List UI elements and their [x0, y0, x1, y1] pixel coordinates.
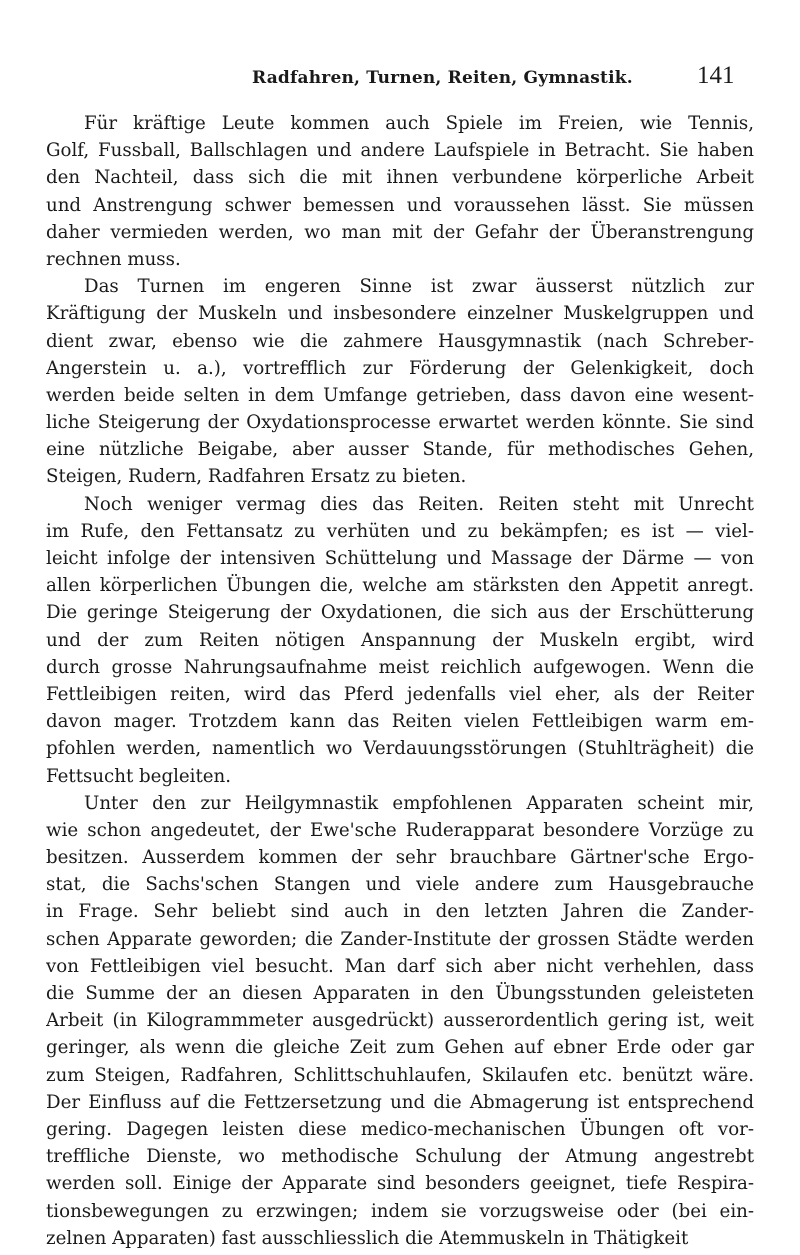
text-line: Für kräftige Leute kommen auch Spiele im Freien, wie Tennis,	[84, 113, 754, 134]
text-line: Das Turnen im engeren Sinne ist zwar äusserst nützlich zur	[84, 276, 754, 298]
text-line: schen Apparate geworden; die Zander-Institute der grossen Städte werden	[46, 928, 754, 950]
text-line: durch grosse Nahrungsaufnahme meist reichlich aufgewogen. Wenn die	[46, 656, 754, 678]
text-line: in Frage. Sehr beliebt sind auch in den letzten Jahren die Zander-	[46, 901, 754, 923]
text-line: rechnen muss.	[46, 248, 181, 270]
text-line: allen körperlichen Übungen die, welche am stärksten den Appetit anregt.	[46, 575, 754, 597]
text-line: Fettleibigen reiten, wird das Pferd jedenfalls viel eher, als der Reiter	[46, 683, 754, 705]
text-line: Die geringe Steigerung der Oxydationen, die sich aus der Erschütterung	[46, 602, 754, 624]
running-head: Radfahren, Turnen, Reiten, Gymnastik.	[252, 68, 633, 88]
page-number: 141	[697, 62, 735, 89]
text-line: und der zum Reiten nötigen Anspannung der Muskeln ergibt, wird	[46, 629, 754, 651]
text-line: davon mager. Trotzdem kann das Reiten vielen Fettleibigen warm em-	[46, 711, 754, 733]
text-line: Arbeit (in Kilogrammmeter ausgedrückt) ausserordentlich gering ist, weit	[46, 1010, 754, 1032]
text-line: leicht infolge der intensiven Schüttelung und Massage der Därme — von	[46, 548, 754, 569]
text-line: werden beide selten in dem Umfange getrieben, dass davon eine wesent-	[46, 384, 754, 406]
text-line: Der Einfluss auf die Fettzersetzung und die Abmagerung ist entsprechend	[46, 1091, 754, 1113]
text-line: von Fettleibigen viel besucht. Man darf sich aber nicht verhehlen, dass	[46, 955, 754, 977]
text-line: und Anstrengung schwer bemessen und voraussehen lässt. Sie müssen	[46, 194, 754, 216]
text-line: Golf, Fussball, Ballschlagen und andere Laufspiele in Betracht. Sie haben	[46, 140, 754, 162]
text-line: geringer, als wenn die gleiche Zeit zum Gehen auf ebner Erde oder gar	[46, 1037, 754, 1059]
text-line: Steigen, Rudern, Radfahren Ersatz zu bieten.	[46, 466, 467, 488]
text-line: Noch weniger vermag dies das Reiten. Reiten steht mit Unrecht	[84, 493, 754, 515]
text-line: zelnen Apparaten) fast ausschliesslich die Atemmuskeln in Thätigkeit	[46, 1227, 689, 1249]
text-line: Angerstein u. a.), vortrefflich zur Förderung der Gelenkigkeit, doch	[46, 357, 754, 379]
text-line: Fettsucht begleiten.	[46, 765, 232, 787]
text-line: werden soll. Einige der Apparate sind besonders geeignet, tiefe Respira-	[46, 1173, 754, 1195]
text-line: dient zwar, ebenso wie die zahmere Hausgymnastik (nach Schreber-	[46, 330, 754, 352]
text-line: treffliche Dienste, wo methodische Schulung der Atmung angestrebt	[46, 1146, 754, 1168]
text-line: stat, die Sachs'schen Stangen und viele andere zum Hausgebrauche	[46, 874, 754, 896]
text-line: zum Steigen, Radfahren, Schlittschuhlaufen, Skilaufen etc. benützt wäre.	[46, 1064, 754, 1086]
text-line: daher vermieden werden, wo man mit der Gefahr der Überanstrengung	[46, 221, 754, 243]
text-line: Kräftigung der Muskeln und insbesondere einzelner Muskelgruppen und	[46, 303, 754, 325]
text-line: besitzen. Ausserdem kommen der sehr brauchbare Gärtner'sche Ergo-	[46, 847, 754, 869]
text-line: gering. Dagegen leisten diese medico-mechanischen Übungen oft vor-	[46, 1118, 754, 1140]
text-line: die Summe der an diesen Apparaten in den Übungsstunden geleisteten	[46, 983, 754, 1004]
text-line: Unter den zur Heilgymnastik empfohlenen Apparaten scheint mir,	[84, 792, 754, 814]
text-line: wie schon angedeutet, der Ewe'sche Ruderapparat besondere Vorzüge zu	[46, 819, 754, 841]
body-text	[46, 110, 754, 1252]
text-line: im Rufe, den Fettansatz zu verhüten und zu bekämpfen; es ist — viel-	[46, 520, 754, 542]
text-line: pfohlen werden, namentlich wo Verdauungsstörungen (Stuhlträgheit) die	[46, 738, 754, 760]
text-line: tionsbewegungen zu erzwingen; indem sie vorzugsweise oder (bei ein-	[46, 1200, 754, 1222]
text-line: eine nützliche Beigabe, aber ausser Stande, für methodisches Gehen,	[46, 439, 754, 461]
text-line: den Nachteil, dass sich die mit ihnen verbundene körperliche Arbeit	[46, 167, 754, 189]
text-line: liche Steigerung der Oxydationsprocesse erwartet werden könnte. Sie sind	[46, 412, 754, 434]
